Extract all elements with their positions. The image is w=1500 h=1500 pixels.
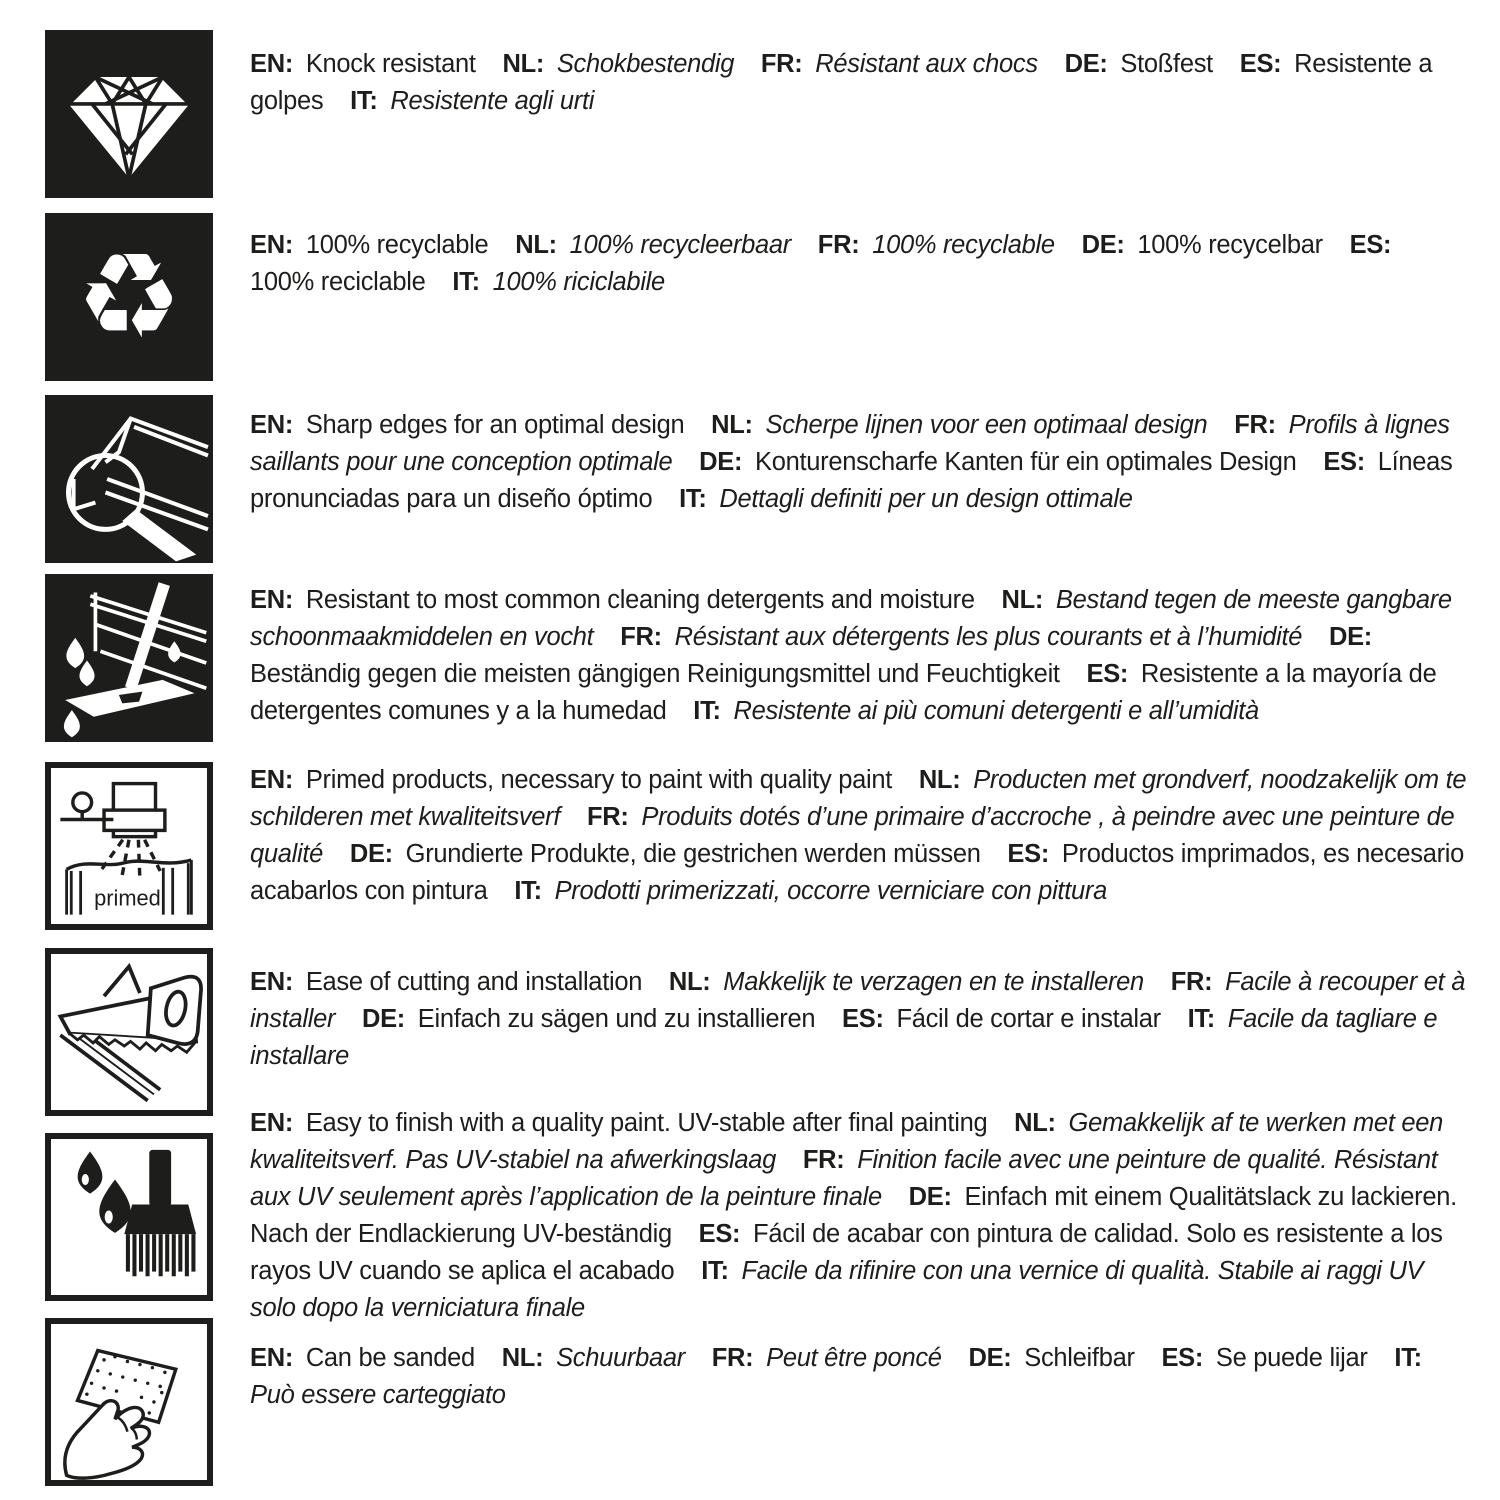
language-label: FR: <box>711 1344 754 1372</box>
language-label: NL: <box>711 411 753 439</box>
language-entry <box>669 968 1144 996</box>
language-label: ES: <box>1086 660 1129 688</box>
feature-text: Finition facile avec une peinture de qualité. Résistant aux UV seulement après l’application de la peinture finale <box>250 1146 1438 1211</box>
feature-text: Bestand tegen de meeste gangbare schoonmaakmiddelen en vocht <box>250 586 1452 651</box>
feature-text: Resistente a la mayoría de detergentes comunes y a la humedad <box>250 660 1437 725</box>
language-label: ES: <box>1239 50 1282 78</box>
language-label: IT: <box>514 877 542 905</box>
feature-text: Può essere carteggiato <box>250 1381 506 1409</box>
language-entry <box>452 268 665 296</box>
language-entry <box>250 411 684 439</box>
language-label: FR: <box>586 803 629 831</box>
language-label: EN: <box>250 50 294 78</box>
feature-text: Einfach mit einem Qualitätslack zu lackieren. Nach der Endlackierung UV-beständig <box>250 1183 1457 1248</box>
language-entry <box>761 50 1038 78</box>
language-label: NL: <box>1001 586 1044 614</box>
language-label: ES: <box>1161 1344 1204 1372</box>
feature-text: Profils à lignes saillants pour une conception optimale <box>250 411 1450 476</box>
language-label: IT: <box>679 485 707 513</box>
feature-text: Easy to finish with a quality paint. UV-stable after final painting <box>305 1109 988 1137</box>
feature-text: Prodotti primerizzati, occorre verniciare con pittura <box>554 877 1107 905</box>
language-label: EN: <box>250 231 294 259</box>
feature-text: Scherpe lijnen voor een optimaal design <box>765 411 1208 439</box>
language-entry <box>699 448 1296 476</box>
feature-text: Résistant aux détergents les plus courants et à l’humidité <box>674 623 1303 651</box>
language-entry <box>250 231 488 259</box>
feature-text: Schuurbaar <box>556 1344 685 1372</box>
language-label: EN: <box>250 968 294 996</box>
language-label: DE: <box>1328 623 1372 651</box>
feature-descriptions <box>250 407 1468 518</box>
feature-text: Fácil de acabar con pintura de calidad. Solo es resistente a los rayos UV cuando se aplica el acabado <box>250 1220 1443 1285</box>
feature-text: Can be sanded <box>305 1344 475 1372</box>
feature-text: Grundierte Produkte, die gestrichen werden müssen <box>405 840 981 868</box>
feature-text: Líneas pronunciadas para un diseño óptimo <box>250 448 1453 513</box>
language-entry <box>679 485 1132 513</box>
feature-text: Peut être poncé <box>766 1344 942 1372</box>
language-entry <box>250 50 476 78</box>
language-label: EN: <box>250 586 294 614</box>
language-entry <box>250 766 892 794</box>
language-label: NL: <box>918 766 961 794</box>
feature-text: Facile à recouper et à installer <box>250 968 1466 1033</box>
language-label: NL: <box>501 1344 544 1372</box>
feature-descriptions <box>250 1105 1468 1327</box>
feature-text: Schokbestendig <box>556 50 735 78</box>
language-entry <box>620 623 1302 651</box>
language-label: FR: <box>620 623 662 651</box>
language-label: ES: <box>1349 231 1392 259</box>
feature-descriptions <box>250 762 1468 910</box>
feature-text: Se puede lijar <box>1215 1344 1368 1372</box>
feature-text: 100% recycleerbaar <box>569 231 791 259</box>
feature-text: Fácil de cortar e instalar <box>896 1005 1161 1033</box>
language-label: NL: <box>1014 1109 1056 1137</box>
language-label: DE: <box>1064 50 1108 78</box>
feature-text: Resistente a golpes <box>250 50 1433 115</box>
language-label: IT: <box>1187 1005 1215 1033</box>
mop-icon <box>45 574 213 742</box>
language-label: IT: <box>693 697 721 725</box>
feature-text: 100% riciclabile <box>492 268 665 296</box>
language-label: IT: <box>701 1257 729 1285</box>
language-entry <box>968 1344 1134 1372</box>
feature-text: Sharp edges for an optimal design <box>305 411 685 439</box>
language-label: EN: <box>250 766 294 794</box>
language-label: DE: <box>361 1005 405 1033</box>
feature-text: Knock resistant <box>305 50 476 78</box>
language-label: ES: <box>842 1005 884 1033</box>
language-label: IT: <box>350 87 378 115</box>
paint-brush-icon <box>45 1133 213 1301</box>
language-label: ES: <box>1007 840 1050 868</box>
diamond-icon <box>45 30 213 198</box>
feature-text: Stoßfest <box>1120 50 1213 78</box>
language-label: DE: <box>908 1183 952 1211</box>
language-entry <box>350 87 594 115</box>
language-entry <box>693 697 1259 725</box>
language-label: FR: <box>760 50 803 78</box>
language-entry <box>1082 231 1323 259</box>
language-entry <box>250 968 642 996</box>
language-entry <box>250 586 975 614</box>
feature-descriptions <box>250 582 1468 730</box>
feature-text: Schleifbar <box>1024 1344 1135 1372</box>
feature-text: Primed products, necessary to paint with quality paint <box>305 766 893 794</box>
feature-descriptions <box>250 46 1468 120</box>
language-entry <box>515 231 791 259</box>
feature-text: Ease of cutting and installation <box>305 968 643 996</box>
feature-text: Makkelijk te verzagen en te installeren <box>723 968 1144 996</box>
feature-text: 100% recyclable <box>872 231 1055 259</box>
language-entry <box>250 1344 475 1372</box>
feature-text: Gemakkelijk af te werken met een kwaliteitsverf. Pas UV-stabiel na afwerkingslaag <box>250 1109 1444 1174</box>
feature-text: 100% recycelbar <box>1137 231 1323 259</box>
feature-text: Resistant to most common cleaning detergents and moisture <box>305 586 975 614</box>
language-label: EN: <box>250 1109 294 1137</box>
language-entry <box>1065 50 1213 78</box>
language-entry <box>818 231 1055 259</box>
svg-text:primed: primed <box>94 885 161 911</box>
language-label: NL: <box>502 50 545 78</box>
language-entry <box>502 50 734 78</box>
recycling-symbol: ♻ <box>76 231 182 363</box>
feature-descriptions <box>250 1340 1468 1414</box>
sharp-edges-icon <box>45 395 213 563</box>
language-label: IT: <box>452 268 480 296</box>
language-label: DE: <box>699 448 743 476</box>
language-label: DE: <box>968 1344 1012 1372</box>
language-entry <box>1161 1344 1367 1372</box>
feature-text: Resistente ai più comuni detergenti e all’umidità <box>733 697 1259 725</box>
saw-icon <box>45 948 213 1116</box>
language-label: FR: <box>1170 968 1213 996</box>
feature-text: Producten met grondverf, noodzakelijk om te schilderen met kwaliteitsverf <box>250 766 1467 831</box>
language-label: IT: <box>1394 1344 1422 1372</box>
language-entry <box>502 1344 685 1372</box>
feature-text: Beständig gegen die meisten gängigen Reinigungsmittel und Feuchtigkeit <box>250 660 1060 688</box>
language-label: ES: <box>1323 448 1365 476</box>
feature-text: Productos imprimados, es necesario acabarlos con pintura <box>250 840 1465 905</box>
language-label: EN: <box>250 411 294 439</box>
language-label: FR: <box>1234 411 1276 439</box>
language-entry <box>362 1005 815 1033</box>
feature-text: Resistente agli urti <box>390 87 595 115</box>
feature-text: Produits dotés d’une primaire d’accroche , à peindre avec une peinture de qualité <box>250 803 1455 868</box>
feature-text: 100% reciclable <box>250 268 426 296</box>
feature-text: Facile da rifinire con una vernice di qualità. Stabile ai raggi UV solo dopo la verniciatura finale <box>250 1257 1424 1322</box>
language-entry <box>711 411 1207 439</box>
language-label: ES: <box>698 1220 741 1248</box>
feature-text: Konturenscharfe Kanten für ein optimales Design <box>754 448 1297 476</box>
language-entry <box>842 1005 1161 1033</box>
language-label: NL: <box>515 231 557 259</box>
language-label: FR: <box>802 1146 845 1174</box>
language-label: DE: <box>1081 231 1125 259</box>
language-entry <box>350 840 981 868</box>
primer-spray-icon <box>45 762 213 930</box>
language-entry <box>250 1109 987 1137</box>
language-label: NL: <box>668 968 711 996</box>
feature-text: Résistant aux chocs <box>815 50 1038 78</box>
language-entry <box>712 1344 942 1372</box>
language-label: DE: <box>349 840 393 868</box>
feature-text: Einfach zu sägen und zu installieren <box>417 1005 816 1033</box>
feature-text: Facile da tagliare e installare <box>250 1005 1438 1070</box>
feature-text: Dettagli definiti per un design ottimale <box>719 485 1133 513</box>
feature-descriptions <box>250 227 1468 301</box>
feature-text: 100% recyclable <box>305 231 489 259</box>
language-label: FR: <box>817 231 860 259</box>
language-label: EN: <box>250 1344 294 1372</box>
recycle-icon <box>45 213 213 381</box>
feature-descriptions <box>250 964 1468 1075</box>
sanding-hand-icon <box>45 1318 213 1486</box>
language-entry <box>514 877 1107 905</box>
